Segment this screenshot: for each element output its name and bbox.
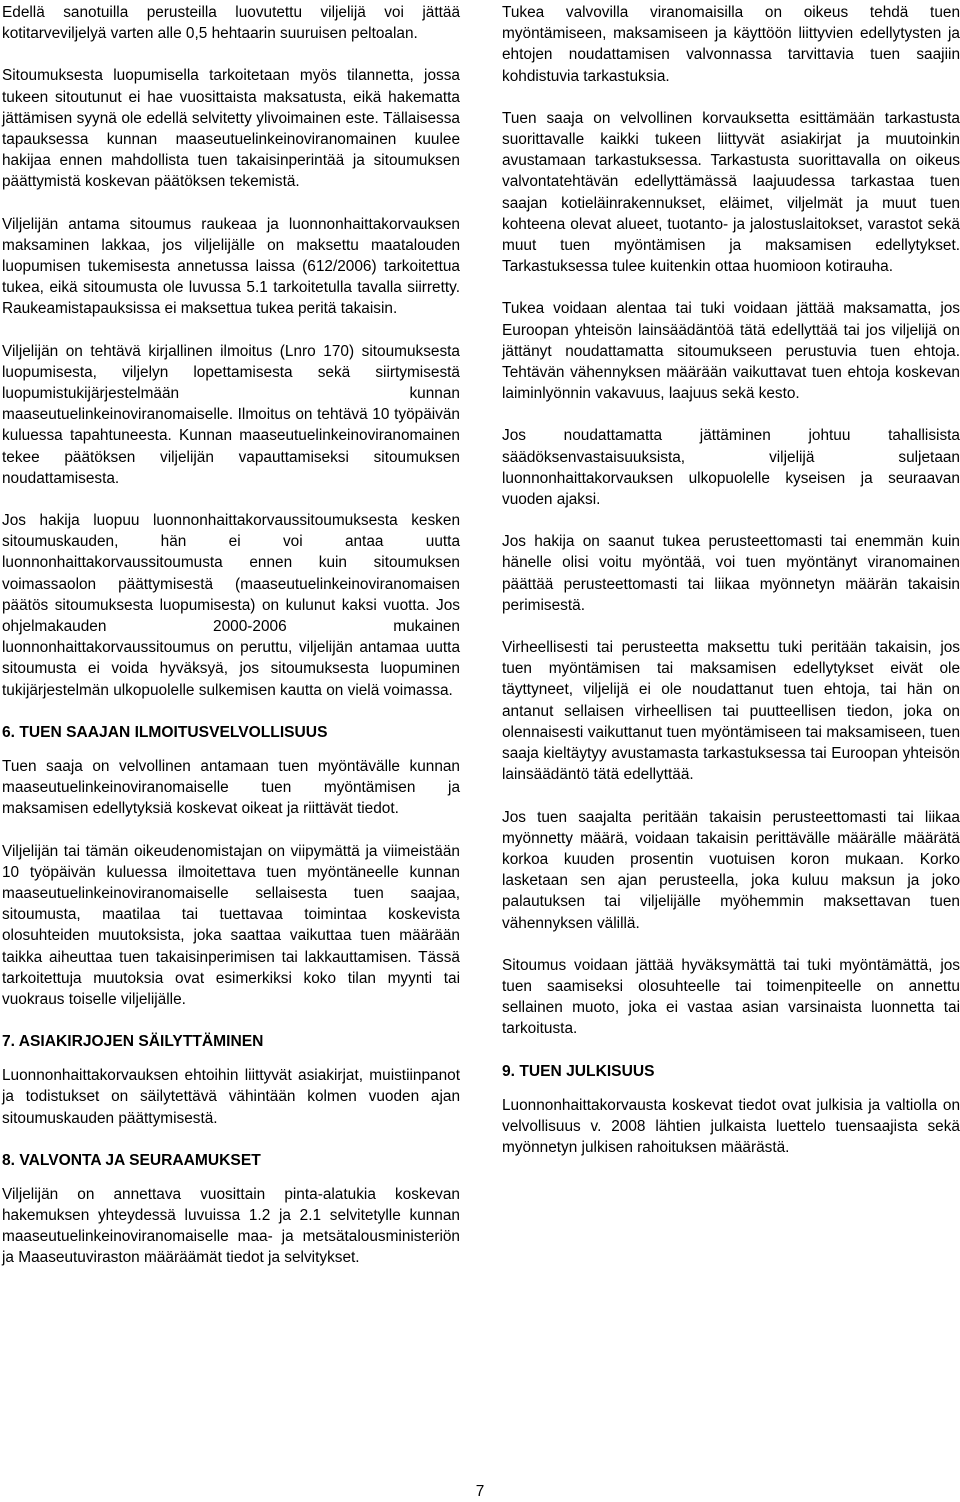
paragraph-section-6-change-notification: Viljelijän tai tämän oikeudenomistajan on viipymättä ja viimeistään 10 työpäivän kuluessa ilmoitettava tuen myöntäneelle kunnan maaseutuelinkeinoviranomaiselle sellaisesta tuen saajaa, sitoumusta, maatilaa tai tuettavaa toimintaa koskevista olosuhteiden muutoksista, joka saattaa vaikuttaa tuen määrään taikka aiheuttaa tuen takaisinperimisen tai lakkauttamisen. Tässä tarkoitettuja muutoksia ovat esimerkiksi koko tilan myynti tai vuokraus toiselle viljelijälle.: [2, 842, 460, 1008]
left-column: [2, 2, 460, 1290]
paragraph-excess-aid-recovery: Jos hakija on saanut tukea perusteettomasti tai enemmän kuin hänelle olisi voitu myöntää, voi tuen myöntänyt viranomainen päättää perusteettomasti tai liikaa myönnetyn määrän takaisin perimisestä.: [502, 533, 960, 614]
paragraph-intentional-noncompliance: Jos noudattamatta jättäminen johtuu tahallisista säädöksenvastaisuuksista, viljelijä suljetaan luonnonhaittakorvauksen ulkopuolelle kyseisen ja seuraavan vuoden ajaksi.: [502, 427, 960, 509]
section-8-heading: 8. VALVONTA JA SEURAAMUKSET: [2, 1151, 261, 1169]
paragraph-section-8-annual-reporting: Viljelijän on annettava vuosittain pinta-alatukia koskevan hakemuksen yhteydessä luvuissa 1.2 ja 2.1 selvitetylle kunnan maaseutuelinkeinoviranomaiselle maa- ja metsätalousministeriön ja Maaseutuviraston määräämät tiedot ja selvitykset.: [2, 1185, 460, 1267]
paragraph-household-cultivation: Edellä sanotuilla perusteilla luovutettu viljelijä voi jättää kotitarveviljelyä varten alle 0,5 hehtaarin suuruisen peltoalan.: [2, 4, 460, 43]
paragraph-commitment-lapse: Viljelijän antama sitoumus raukeaa ja luonnonhaittakorvauksen maksaminen lakkaa, jos viljelijälle on maksettu maatalouden luopumisen tukemisesta annetussa laissa (612/2006) tarkoitettua tukea, eikä sitoumusta ole luvussa 5.1 tarkoitetulla tavalla siirretty. Raukeamistapauksissa ei maksettua tukea peritä takaisin.: [2, 215, 460, 318]
paragraph-commitment-withdrawal: Sitoumuksesta luopumisella tarkoitetaan myös tilannetta, jossa tukeen sitoutunut ei hae vuosittaista maksatusta, eikä hakematta jättämisen syynä ole edellä selvitetty ylivoimainen este. Tällaisessa tapauksessa kunnan maaseutuelinkeinoviranomainen kuulee hakijaa ennen mahdollista tuen takaisinperintää ja sitoumuksen päättymistä koskevan päätöksen tekemistä.: [2, 67, 460, 191]
section-7-heading: 7. ASIAKIRJOJEN SÄILYTTÄMINEN: [2, 1033, 264, 1051]
paragraph-inspection-rights: Tukea valvovilla viranomaisilla on oikeus tehdä tuen myöntämiseen, maksamiseen ja käyttöön liittyvien edellytysten ja ehtojen noudattamisen valvonnassa tarvittavia tuen saajiin kohdistuvia tarkastuksia.: [502, 4, 960, 85]
paragraph-recipient-obligations: Tuen saaja on velvollinen korvauksetta esittämään tarkastusta suorittavalle kaikki tukeen liittyvät asiakirjat ja muutoinkin avustamaan tarkastuksessa. Tarkastusta suorittavalla on oikeus valvontatehtävän edellyttämässä laajuudessa tarkastaa tuen saajan kotieläinrakennukset, eläimet, viljelmät ja muut tuen kohteena olevat alueet, tuotanto- ja jalostuslaitokset, varastot sekä muut tuen myöntämisen ja maksamisen edellytykset. Tarkastuksessa tulee kuitenkin ottaa huomioon kotirauha.: [502, 109, 960, 276]
paragraph-aid-reduction: Tukea voidaan alentaa tai tuki voidaan jättää maksamatta, jos Euroopan yhteisön lainsäädäntöä tätä edellyttää tai jos viljelijä on jättänyt noudattamatta sitoumukseen perustuvia tuen ehtoja. Tehtävän vähennyksen määrään vaikuttavat tuen ehtoja koskevan laiminlyönnin vakavuus, laajuus sekä kesto.: [502, 300, 960, 403]
section-6-heading: 6. TUEN SAAJAN ILMOITUSVELVOLLISUUS: [2, 723, 328, 741]
paragraph-section-7-document-retention: Luonnonhaittakorvauksen ehtoihin liittyvät asiakirjat, muistiinpanot ja todistukset on säilytettävä vähintään kolmen vuoden ajan sitoumuskauden päättymisestä.: [2, 1067, 460, 1127]
right-column: [502, 2, 960, 1179]
paragraph-written-notification: Viljelijän on tehtävä kirjallinen ilmoitus (Lnro 170) sitoumuksesta luopumisesta, viljelyn lopettamisesta sekä siirtymisestä luopumistukijärjestelmään kunnan maaseutuelinkeinoviranomaiselle. Ilmoitus on tehtävä 10 työpäivän kuluessa tapahtuneesta. Kunnan maaseutuelinkeinoviranomainen tekee päätöksen viljelijän vapauttamiseksi sitoumuksen noudattamisesta.: [2, 342, 460, 487]
paragraph-new-commitment-restriction: Jos hakija luopuu luonnonhaittakorvaussitoumuksesta kesken sitoumuskauden, hän ei voi antaa uutta luonnonhaittakorvaussitoumusta ennen kuin sitoumuksen voimassaolon päättymisestä (maaseutuelinkeinoviranomaisen päätös sitoumuksesta luopumisesta) on kulunut kaksi vuotta. Jos ohjelmakauden 2000-2006 mukainen luonnonhaittakorvaussitoumus on peruttu, viljelijän antamaa uutta sitoumusta ei voida hyväksyä, jos sitoumuksesta luopuminen tukijärjestelmän ulkopuolelle sulkemisen kautta on vielä voimassa.: [2, 512, 460, 699]
paragraph-interest-on-recovery: Jos tuen saajalta peritään takaisin perusteettomasti tai liikaa myönnetty määrä, voidaan takaisin perittävälle määrälle määrätä korkoa kuuden prosentin vuotuisen koron mukaan. Korko lasketaan sen ajan perusteella, joka kuluu maksun ja joko palautuksen tai viljelijälle myöhemmin maksettavan tuen vähennyksen välillä.: [502, 808, 960, 932]
paragraph-wrongful-payment-recovery: Virheellisesti tai perusteetta maksettu tuki peritään takaisin, jos tuen myöntämisen tai maksamisen edellytykset eivät ole täyttyneet, viljelijä ei ole noudattanut tuen ehtoja, tai hän on antanut sellaisen virheellisen tai puutteellisen tiedon, joka on olennaisesti vaikuttanut tuen myöntämiseen tai maksamiseen, tuen saaja kieltäytyy avustamasta tarkastuksessa tai Euroopan yhteisön lainsäädäntö tätä edellyttää.: [502, 639, 960, 784]
paragraph-artificial-conditions: Sitoumus voidaan jättää hyväksymättä tai tuki myöntämättä, jos tuen saamiseksi olosuhteelle tai toimenpiteelle on annettu sellainen muoto, joka ei vastaa asian varsinaista luonnetta tai tarkoitusta.: [502, 956, 960, 1038]
paragraph-section-6-info-duty: Tuen saaja on velvollinen antamaan tuen myöntävälle kunnan maaseutuelinkeinoviranomaiselle tuen myöntämisen ja maksamisen edellytyksiä koskevat oikeat ja riittävät tiedot.: [2, 757, 460, 818]
paragraph-section-9-publicity: Luonnonhaittakorvausta koskevat tiedot ovat julkisia ja valtiolla on velvollisuus v. 2008 lähtien julkaista luettelo tuensaajista sekä myönnetyn julkisen rahoituksen määrästä.: [502, 1096, 960, 1156]
section-9-heading: 9. TUEN JULKISUUS: [502, 1062, 655, 1080]
page-number: 7: [475, 1483, 485, 1500]
